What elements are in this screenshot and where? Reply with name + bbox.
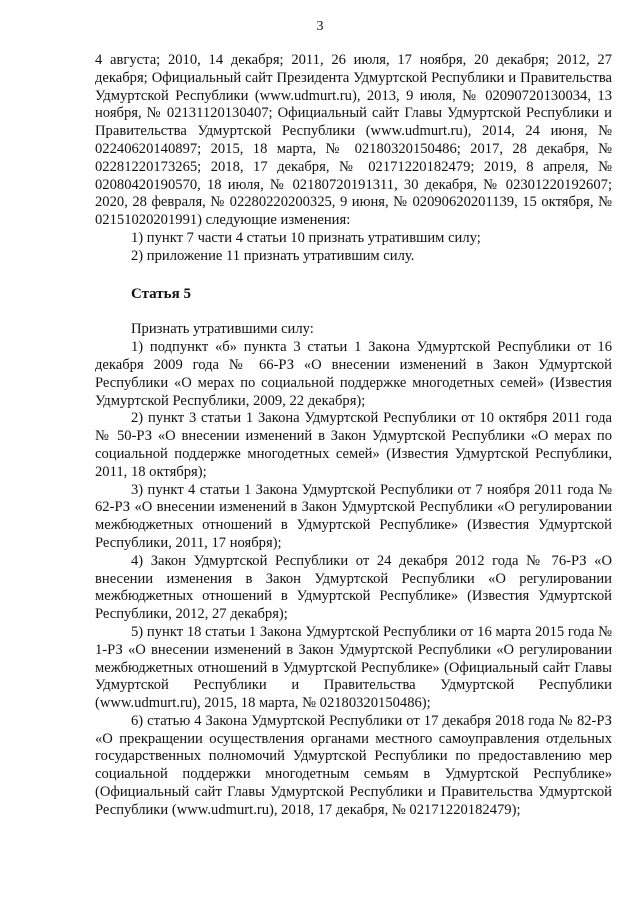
article-list-item: 5) пункт 18 статьи 1 Закона Удмуртской Республики от 16 марта 2015 года № 1-РЗ «О внесении изменений в Закон Удмуртской Республики «О регулировании межбюджетных отношений в Удмуртской Республике» (Официальный сайт Главы Удмуртской Республики и Правительства Удмуртской Республики (www.udmurt.ru), 2015, 18 марта, № 02180320150486); — [95, 623, 612, 712]
intro-paragraph: 4 августа; 2010, 14 декабря; 2011, 26 июля, 17 ноября, 20 декабря; 2012, 27 декабря; Официальный сайт Президента Удмуртской Республики и Правительства Удмуртской Республики (www.udmurt.ru), 2013, 9 июля, № 02090720130034, 13 ноября, № 02131120130407; Официальный сайт Главы Удмуртской Республики и Правительства Удмуртской Республики (www.udmurt.ru), 2014, 24 июня, № 02240620140897; 2015, 18 марта, № 02180320150486; 2017, 28 декабря, № 02281220173265; 2018, 17 декабря, № 02171220182479; 2019, 8 апреля, № 02080420190570, 18 июля, № 02180720191311, 30 декабря, № 02301220192607; 2020, 28 февраля, № 02280220200325, 9 июня, № 02090620201139, 15 октября, № 02151020201991) следующие изменения: — [95, 52, 612, 229]
article-list-item: 6) статью 4 Закона Удмуртской Республики от 17 декабря 2018 года № 82-РЗ «О прекращении осуществления органами местного самоуправления отдельных государственных полномочий Удмуртской Республики по предоставлению мер социальной поддержки многодетным семьям в Удмуртской Республике» (Официальный сайт Главы Удмуртской Республики и Правительства Удмуртской Республики (www.udmurt.ru), 2018, 17 декабря, № 02171220182479); — [95, 712, 612, 818]
article-heading: Статья 5 — [131, 285, 191, 302]
document-body — [95, 52, 612, 820]
intro-list-item: 2) приложение 11 признать утратившим силу. — [131, 247, 415, 264]
intro-list-item: 1) пункт 7 части 4 статьи 10 признать утратившим силу; — [131, 229, 481, 246]
page-number: 3 — [316, 19, 324, 34]
article-list-item: 3) пункт 4 статьи 1 Закона Удмуртской Республики от 7 ноября 2011 года № 62-РЗ «О внесении изменений в Закон Удмуртской Республики «О регулировании межбюджетных отношений в Удмуртской Республике» (Известия Удмуртской Республики, 2011, 17 ноября); — [95, 481, 612, 551]
article-list-item: 1) подпункт «б» пункта 3 статьи 1 Закона Удмуртской Республики от 16 декабря 2009 года № 66-РЗ «О внесении изменений в Закон Удмуртской Республики «О мерах по социальной поддержке многодетных семей» (Известия Удмуртской Республики, 2009, 22 декабря); — [95, 339, 612, 409]
article-list-item: 2) пункт 3 статьи 1 Закона Удмуртской Республики от 10 октября 2011 года № 50-РЗ «О внесении изменений в Закон Удмуртской Республики «О мерах по социальной поддержке многодетных семей» (Известия Удмуртской Республики, 2011, 18 октября); — [95, 410, 612, 480]
article-list-item: 4) Закон Удмуртской Республики от 24 декабря 2012 года № 76-РЗ «О внесении изменения в Закон Удмуртской Республики «О регулировании межбюджетных отношений в Удмуртской Республике» (Известия Удмуртской Республики, 2012, 27 декабря); — [95, 552, 612, 623]
article-lead: Признать утратившими силу: — [131, 321, 314, 338]
